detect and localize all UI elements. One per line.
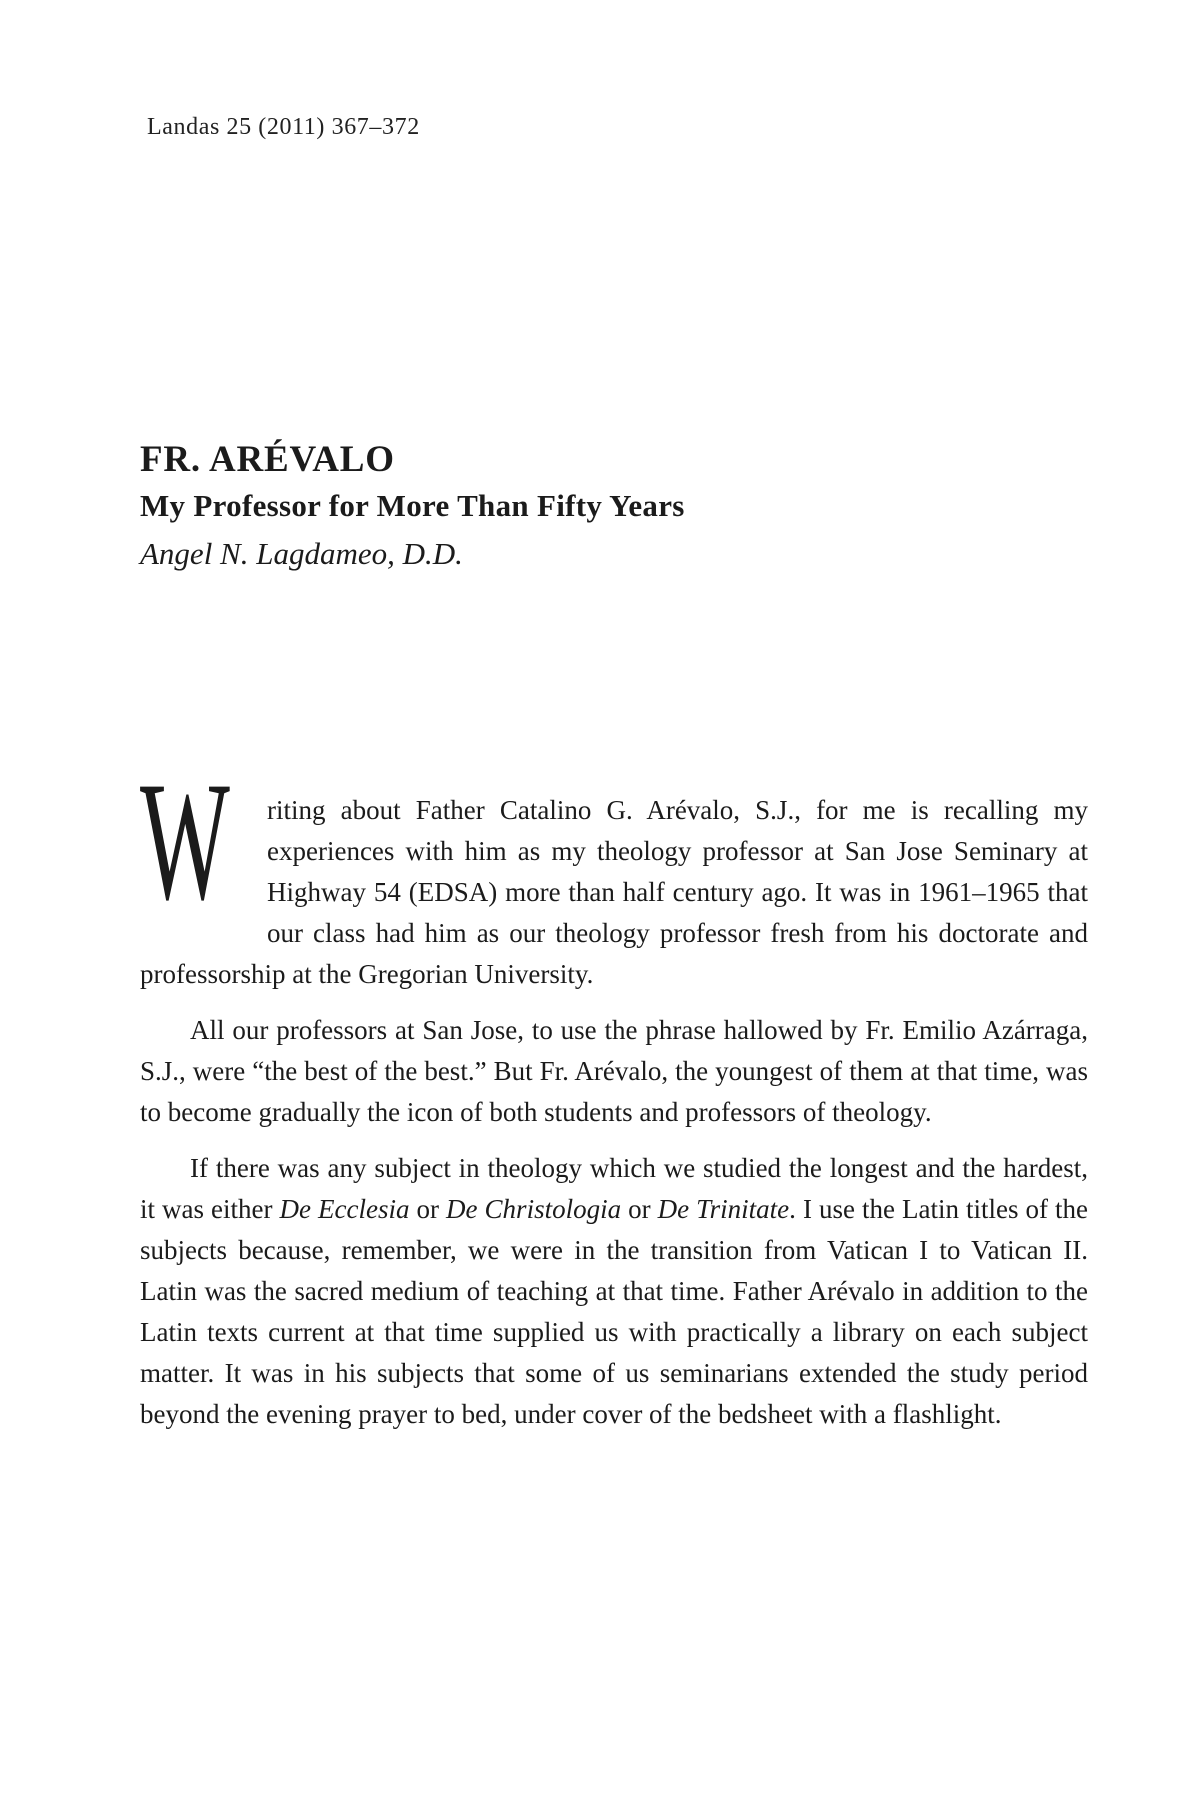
paragraph-1-text: riting about Father Catalino G. Arévalo, S.J., for me is recalling my experiences with him as my theology professor at San Jose Seminary at Highway 54 (EDSA) more than half century ago. It was in 1961–1965 that our class had him as our theology professor fresh from his doctorate and professorship at the Gregorian University. — [140, 795, 1088, 989]
paragraph-2: All our professors at San Jose, to use the phrase hallowed by Fr. Emilio Azárraga, S.J., were “the best of the best.” But Fr. Arévalo, the youngest of them at that time, was to become gradually the icon of both students and professors of theology. — [140, 1015, 1088, 1127]
running-header: Landas 25 (2011) 367–372 — [147, 114, 420, 140]
title-block — [140, 438, 685, 577]
latin-title-de-trinitate: De Trinitate — [657, 1194, 790, 1224]
paragraph-3-text: or — [409, 1194, 447, 1224]
paragraph-3 — [140, 1148, 1088, 1435]
dropcap-letter: W — [140, 747, 230, 935]
article-subtitle: My Professor for More Than Fifty Years — [140, 488, 685, 523]
paragraph-1 — [140, 747, 1088, 995]
latin-title-de-ecclesia: De Ecclesia — [279, 1194, 410, 1224]
paragraph-3-text: . I use the Latin titles of the subjects because, remember, we were in the transition from Vatican I to Vatican II. Latin was the sacred medium of teaching at that time. Father Arévalo in addition to the Latin texts current at that time supplied us with practically a library on each subject matter. It was in his subjects that some of us seminarians extended the study period beyond the evening prayer to bed, under cover of the bedsheet with a flashlight. — [140, 1194, 1089, 1429]
dropcap-w — [140, 747, 240, 935]
paragraph-3-text: or — [621, 1194, 658, 1224]
paragraph-3-text: If there was any subject in theology which we studied the longest and the hardest, it was either — [140, 1153, 1088, 1224]
article-title: FR. ARÉVALO — [140, 439, 395, 480]
article-author: Angel N. Lagdameo, D.D. — [140, 536, 463, 571]
article-body — [140, 747, 1089, 1450]
latin-title-de-christologia: De Christologia — [446, 1194, 622, 1224]
